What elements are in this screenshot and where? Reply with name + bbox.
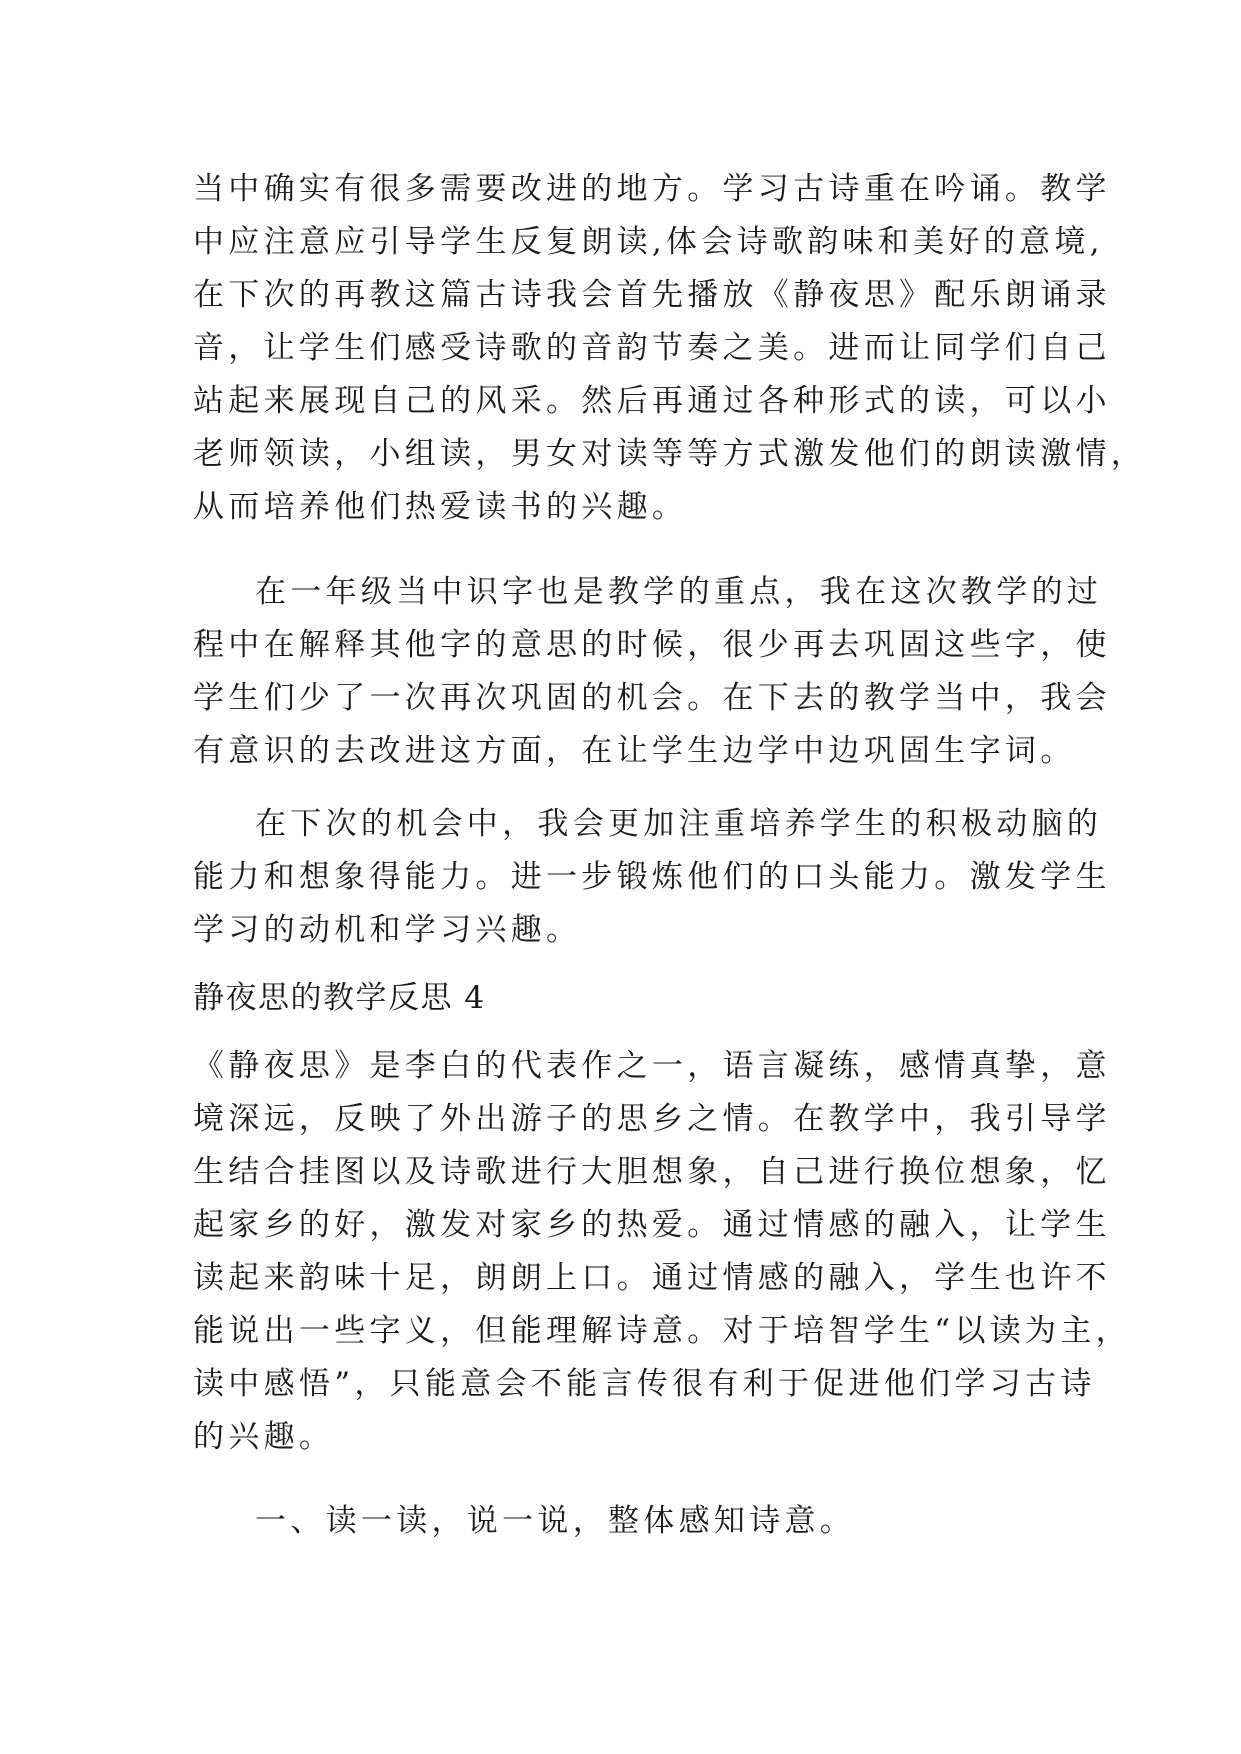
paragraph-line: 当中确实有很多需要改进的地方。学习古诗重在吟诵。教学 — [193, 171, 1111, 207]
paragraph-line: 站起来展现自己的风采。然后再通过各种形式的读，可以小 — [193, 383, 1111, 419]
paragraph-line: 起家乡的好，激发对家乡的热爱。通过情感的融入，让学生 — [193, 1207, 1111, 1243]
paragraph-line: 学习的动机和学习兴趣。 — [193, 912, 582, 948]
paragraph-line: 在一年级当中识字也是教学的重点，我在这次教学的过 — [255, 574, 1103, 610]
paragraph-line: 读中感悟”，只能意会不能言传很有利于促进他们学习古诗 — [193, 1366, 1096, 1402]
paragraph-line: 《静夜思》是李白的代表作之一，语言凝练，感情真挚，意 — [193, 1048, 1111, 1084]
paragraph-line: 音，让学生们感受诗歌的音韵节奏之美。进而让同学们自己 — [193, 330, 1111, 366]
paragraph-line: 在下次的机会中，我会更加注重培养学生的积极动脑的 — [255, 806, 1103, 842]
paragraph-line: 能力和想象得能力。进一步锻炼他们的口头能力。激发学生 — [193, 859, 1111, 895]
paragraph-line: 生结合挂图以及诗歌进行大胆想象，自己进行换位想象，忆 — [193, 1154, 1111, 1190]
paragraph-line: 读起来韵味十足，朗朗上口。通过情感的融入，学生也许不 — [193, 1260, 1111, 1296]
paragraph-line: 有意识的去改进这方面，在让学生边学中边巩固生字词。 — [193, 733, 1076, 769]
paragraph-line: 一、读一读，说一说，整体感知诗意。 — [255, 1503, 856, 1539]
paragraph-line: 境深远，反映了外出游子的思乡之情。在教学中，我引导学 — [193, 1101, 1111, 1137]
paragraph-line: 从而培养他们热爱读书的兴趣。 — [193, 489, 688, 525]
paragraph-line: 学生们少了一次再次巩固的机会。在下去的教学当中，我会 — [193, 680, 1111, 716]
paragraph-line: 中应注意应引导学生反复朗读,体会诗歌韵味和美好的意境, — [193, 224, 1104, 260]
paragraph-line: 老师领读，小组读，男女对读等等方式激发他们的朗读激情， — [193, 436, 1147, 472]
section-heading: 静夜思的教学反思 4 — [193, 980, 486, 1016]
paragraph-line: 的兴趣。 — [193, 1419, 335, 1455]
paragraph-line: 能说出一些字义，但能理解诗意。对于培智学生“以读为主， — [193, 1313, 1131, 1349]
paragraph-line: 程中在解释其他字的意思的时候，很少再去巩固这些字，使 — [193, 627, 1111, 663]
paragraph-line: 在下次的再教这篇古诗我会首先播放《静夜思》配乐朗诵录 — [193, 277, 1111, 313]
